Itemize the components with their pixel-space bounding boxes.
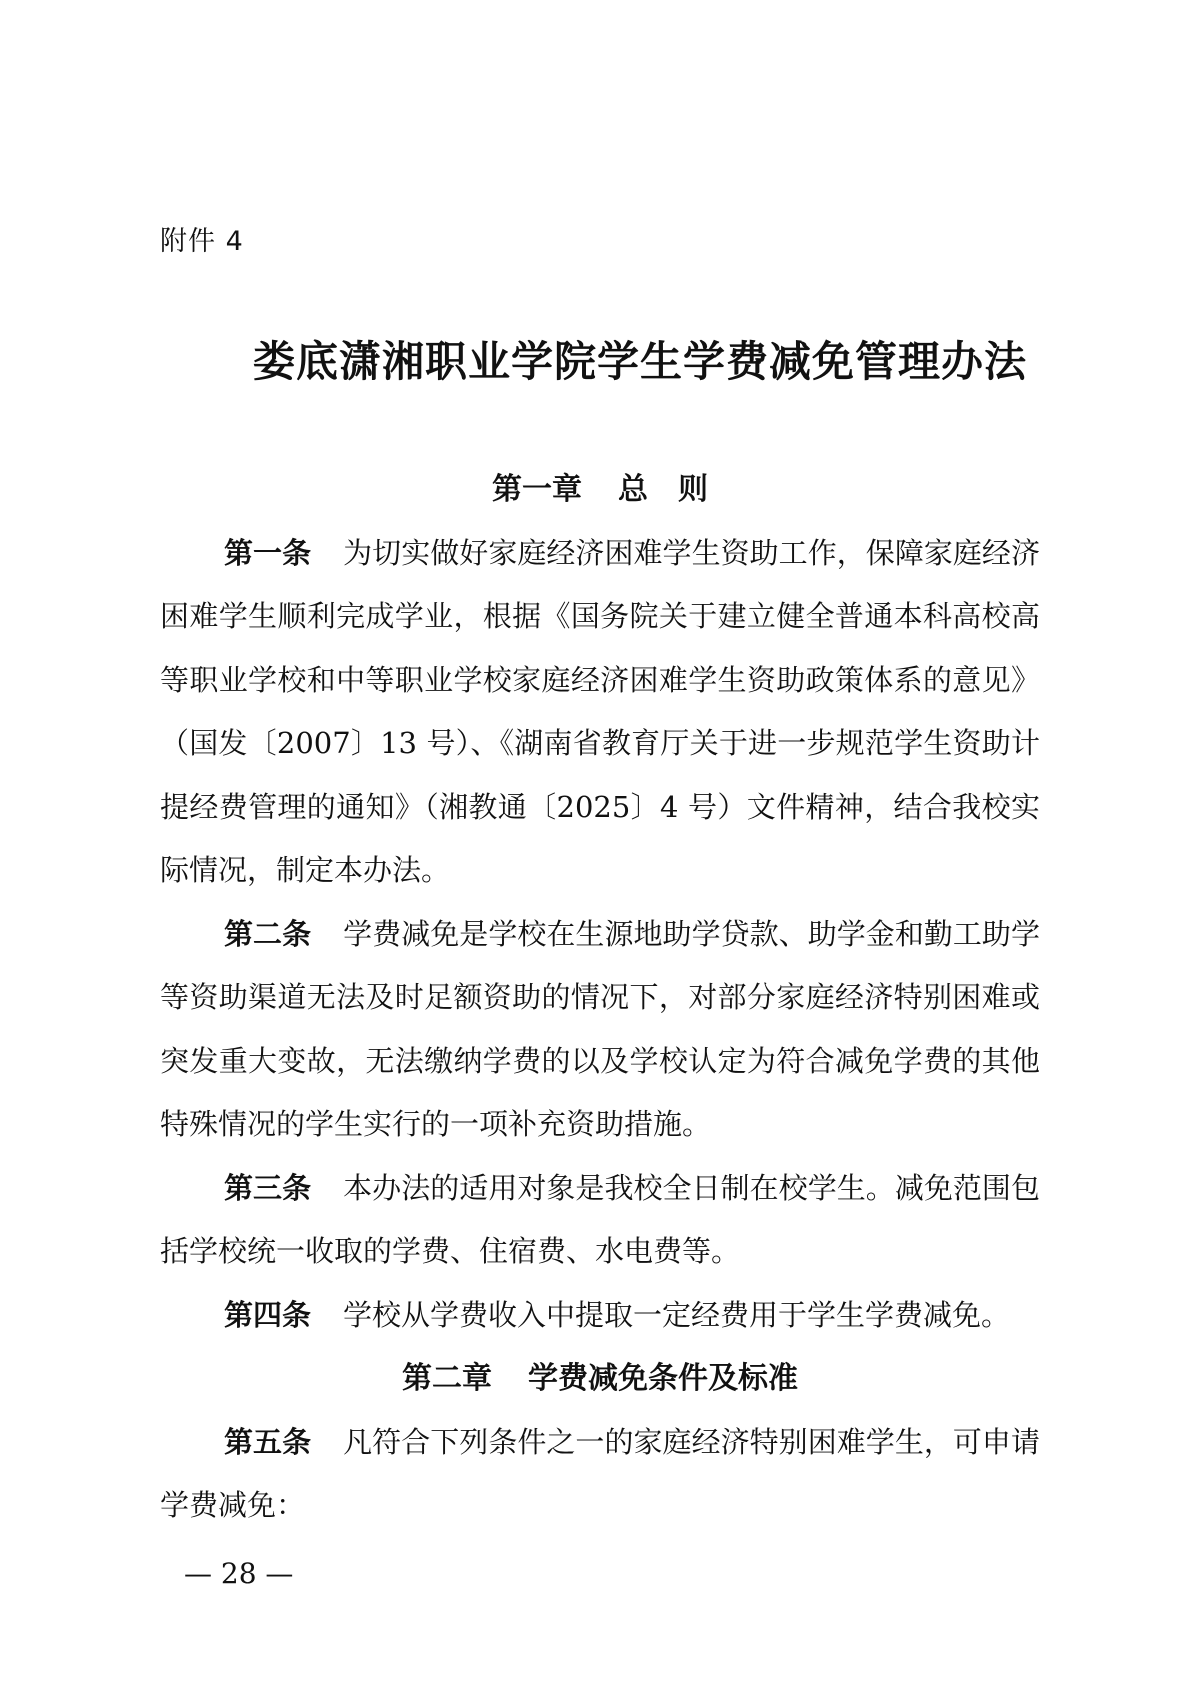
article-label: 第二条 — [224, 916, 312, 951]
article-label: 第五条 — [224, 1424, 312, 1459]
chapter-number: 第二章 — [402, 1361, 492, 1396]
chapter-name: 总 则 — [618, 472, 708, 507]
article-paragraph — [160, 903, 1040, 1157]
chapter-name: 学费减免条件及标准 — [528, 1361, 798, 1396]
page-number: — 28 — — [184, 1557, 294, 1590]
article-text: 凡符合下列条件之一的家庭经济特别困难学生，可申请学费减免： — [160, 1424, 1040, 1522]
article-paragraph — [160, 1284, 1040, 1348]
article-text: 本办法的适用对象是我校全日制在校学生。减免范围包括学校统一收取的学费、住宿费、水电费等。 — [160, 1170, 1040, 1268]
document-title: 娄底潇湘职业学院学生学费减免管理办法 — [252, 337, 1027, 386]
article-text: 学费减免是学校在生源地助学贷款、助学金和勤工助学等资助渠道无法及时足额资助的情况下，对部分家庭经济特别困难或突发重大变故，无法缴纳学费的以及学校认定为符合减免学费的其他特殊情况的学生实行的一项补充资助措施。 — [160, 916, 1040, 1141]
article-label: 第四条 — [224, 1297, 312, 1332]
chapter-number: 第一章 — [492, 472, 582, 507]
document-body — [160, 458, 1040, 1538]
article-label: 第一条 — [224, 535, 312, 570]
article-text: 为切实做好家庭经济困难学生资助工作，保障家庭经济困难学生顺利完成学业，根据《国务院关于建立健全普通本科高校高等职业学校和中等职业学校家庭经济困难学生资助政策体系的意见》（国发〔2007〕13 号）、《湖南省教育厅关于进一步规范学生资助计提经费管理的通知》（湘教通〔2025〕4 号）文件精神，结合我校实际情况，制定本办法。 — [160, 535, 1040, 887]
article-paragraph — [160, 1411, 1040, 1538]
article-paragraph — [160, 522, 1040, 903]
article-label: 第三条 — [224, 1170, 312, 1205]
article-text: 学校从学费收入中提取一定经费用于学生学费减免。 — [343, 1297, 1011, 1332]
article-paragraph — [160, 1157, 1040, 1284]
attachment-label: 附件 4 — [160, 226, 244, 257]
chapter-heading — [160, 458, 1040, 522]
chapter-heading — [160, 1347, 1040, 1411]
